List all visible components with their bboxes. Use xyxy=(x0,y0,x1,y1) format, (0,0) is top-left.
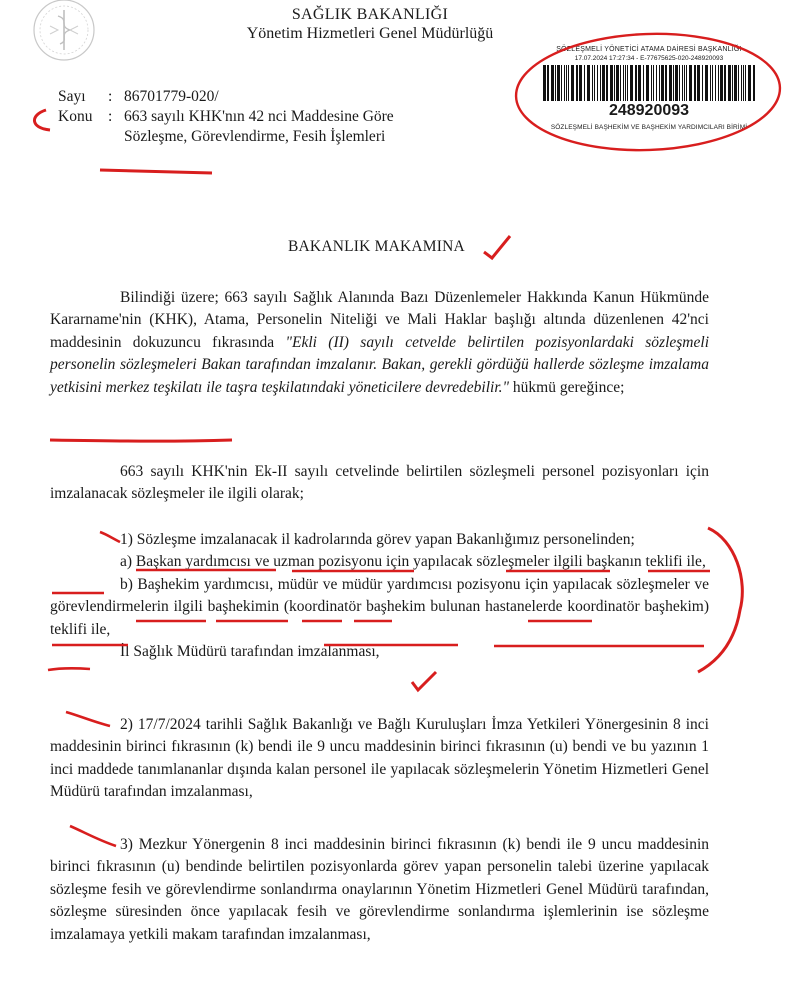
barcode-unit-bottom: SÖZLEŞMELİ BAŞHEKİM VE BAŞHEKİM YARDIMCILARI BİRİMİ xyxy=(550,124,748,131)
barcode-bar xyxy=(614,65,615,101)
barcode-bar xyxy=(689,65,692,101)
directorate-name: Yönetim Hizmetleri Genel Müdürlüğü xyxy=(246,25,494,42)
sayi-value: 86701779-020/ xyxy=(124,88,219,105)
barcode-bar xyxy=(661,65,664,101)
barcode-bar xyxy=(557,65,560,101)
konu-underline-mark xyxy=(100,170,212,173)
item-2-block xyxy=(50,714,709,804)
barcode-bar xyxy=(600,65,601,101)
barcode-unit: SÖZLEŞMELİ YÖNETİCİ ATAMA DAİRESİ BAŞKANLIĞI xyxy=(556,46,742,53)
barcode-bar xyxy=(697,65,700,101)
ministry-name: SAĞLIK BAKANLIĞI xyxy=(291,6,449,23)
barcode-bar xyxy=(718,65,719,101)
barcode-bar xyxy=(543,65,546,101)
barcode-bar xyxy=(748,65,751,101)
barcode-bar xyxy=(686,65,687,101)
konu-bracket-mark xyxy=(34,110,50,130)
item-3-block xyxy=(50,834,709,946)
barcode-bar xyxy=(576,65,578,101)
barcode-bar xyxy=(738,65,739,101)
barcode-bar xyxy=(682,65,683,101)
paragraph-scope xyxy=(50,461,709,506)
item-1: 1) Sözleşme imzalanacak il kadrolarında görev yapan Bakanlığımız personelinden; xyxy=(120,531,635,548)
scope-text: 663 sayılı KHK'nin Ek-II sayılı cetvelinde belirtilen sözleşmeli personel pozisyonları için imzalanacak sözleşmeler ile ilgili olarak; xyxy=(50,463,709,503)
barcode-bar xyxy=(710,65,711,101)
barcode-bar xyxy=(720,65,723,101)
barcode-bar xyxy=(673,65,674,101)
barcode-bar xyxy=(679,65,680,101)
barcode-bar xyxy=(623,65,624,101)
barcode-bar xyxy=(627,65,628,101)
quote-underline-mark xyxy=(50,440,232,441)
sayi-separator: : xyxy=(108,88,113,105)
barcode-bar xyxy=(656,65,657,101)
barcode-bar xyxy=(594,65,595,101)
barcode-bar xyxy=(643,65,644,101)
barcode-bar xyxy=(638,65,641,101)
barcode-bar xyxy=(568,65,569,101)
konu-row xyxy=(58,107,424,147)
law-quote: "Ekli (II) sayılı cetvelde belirtilen pozisyonlardaki sözleşmeli personelin sözleşmeleri Bakan tarafından imzalanır. Bakan, gerekli gördüğü hallerde sözleşme imzalama yetkisini merkez teşkilatı ile taşra teşkilatındaki yöneticilere devredebilir." xyxy=(50,333,709,396)
document-meta xyxy=(58,87,424,147)
item-2: 2) 17/7/2024 tarihli Sağlık Bakanlığı ve Bağlı Kuruluşları İmza Yetkileri Yönergesinin 8 inci maddesinin birinci fıkrasının (k) bendi ile 9 uncu maddesinin birinci fıkrasının (u) bendi ve bu yazının 1 inci maddede tanımlananlar dışında kalan personel ile yapılacak sözleşmelerin Yönetim Hizmetleri Genel Müdürü tarafından imzalanması, xyxy=(50,716,709,801)
item-1-block xyxy=(50,529,709,663)
barcode-bar xyxy=(743,65,744,101)
barcode-bar xyxy=(651,65,652,101)
item-1b: b) Başhekim yardımcısı, müdür ve müdür yardımcısı pozisyonu için yapılacak sözleşmeler ve görevlendirmelerin ilgili başhekimin (koordinatör başhekim bulunan hastanelerde koordinatör başhekim) teklifi ile, xyxy=(50,575,709,638)
barcode-bar xyxy=(606,65,608,101)
barcode-bar xyxy=(625,65,626,101)
barcode-bar xyxy=(694,65,696,101)
barcode-bar xyxy=(653,65,654,101)
konu-value: 663 sayılı KHK'nın 42 nci Maddesine Göre Sözleşme, Görevlendirme, Fesih İşlemleri xyxy=(124,108,394,145)
barcode-bar xyxy=(745,65,746,101)
barcode-bar xyxy=(734,65,737,101)
barcode-bar xyxy=(675,65,678,101)
barcode-stamp xyxy=(535,44,763,136)
intro-end: hükmü gereğince; xyxy=(509,378,625,396)
barcode-bar xyxy=(702,65,703,101)
barcode-bar xyxy=(646,65,649,101)
barcode-bar xyxy=(715,65,716,101)
barcode-bar xyxy=(551,65,554,101)
barcode-icon xyxy=(543,65,755,107)
item-1a: a) Başkan yardımcısı ve uzman pozisyonu için yapılacak sözleşmeler ilgili başkanın teklifi ile, xyxy=(120,553,706,571)
addressee-heading: BAKANLIK MAKAMINA xyxy=(288,238,465,255)
barcode-bar xyxy=(669,65,672,101)
barcode-bar xyxy=(602,65,605,101)
barcode-number: 248920093 xyxy=(608,102,690,119)
barcode-bar xyxy=(592,65,593,101)
konu-label: Konu xyxy=(58,108,93,125)
barcode-bar xyxy=(547,65,549,101)
barcode-bar xyxy=(597,65,598,101)
barcode-bar xyxy=(566,65,567,101)
barcode-bar xyxy=(571,65,574,101)
barcode-bar xyxy=(728,65,731,101)
barcode-bar xyxy=(741,65,742,101)
sayi-row xyxy=(58,87,424,107)
paragraph-intro xyxy=(50,287,709,399)
barcode-bar xyxy=(620,65,621,101)
barcode-bar xyxy=(635,65,637,101)
heading-check-mark xyxy=(484,236,510,258)
barcode-bar xyxy=(724,65,726,101)
item-1b-underline-9 xyxy=(48,668,90,670)
barcode-bar xyxy=(587,65,590,101)
barcode-bar xyxy=(732,65,733,101)
barcode-bar xyxy=(584,65,585,101)
barcode-bar xyxy=(684,65,685,101)
barcode-bar xyxy=(630,65,633,101)
barcode-bar xyxy=(753,65,755,101)
item-3: 3) Mezkur Yönergenin 8 inci maddesinin birinci fıkrasının (k) bendi ile 9 uncu maddesinin birinci fıkrasının (u) bendinde belirtilen pozisyonlarda görev yapan personelin talebi üzerine yapılacak sözleşme fesih ve görevlendirme sonlandırma onaylarının Yönetim Hizmetleri Genel Müdürü tarafından, sözleşme süresinden önce yapılacak fesih ve görevlendirme sonlandırma işlemlerinin ise sözleşme imzalamaya yetkili makam tarafından imzalanması, xyxy=(50,836,709,943)
intro-text: Bilindiği üzere; 663 sayılı Sağlık Alanında Bazı Düzenlemeler Hakkında Kanun Hükmünde Kararname'nin (KHK), Atama, Personelin Niteliği ve Mali Haklar başlığı altında düzenlenen 42'nci maddesinin dokuzuncu fıkrasında xyxy=(50,289,709,351)
barcode-bar xyxy=(659,65,660,101)
ministry-logo-icon xyxy=(28,0,100,72)
barcode-bar xyxy=(561,65,562,101)
barcode-bar xyxy=(616,65,619,101)
barcode-bar xyxy=(705,65,708,101)
letterhead xyxy=(220,5,520,43)
barcode-bar xyxy=(564,65,565,101)
barcode-bar xyxy=(555,65,556,101)
barcode-bar xyxy=(610,65,613,101)
konu-separator: : xyxy=(108,108,113,125)
barcode-timestamp: 17.07.2024 17:27:34 - E-77675625-020-248920093 xyxy=(574,55,724,62)
sayi-label: Sayı xyxy=(58,88,86,105)
item-1c: İl Sağlık Müdürü tarafından imzalanması, xyxy=(120,643,380,661)
barcode-bar xyxy=(665,65,667,101)
barcode-bar xyxy=(579,65,582,101)
item-1c-check-mark xyxy=(412,672,436,690)
barcode-bar xyxy=(712,65,713,101)
